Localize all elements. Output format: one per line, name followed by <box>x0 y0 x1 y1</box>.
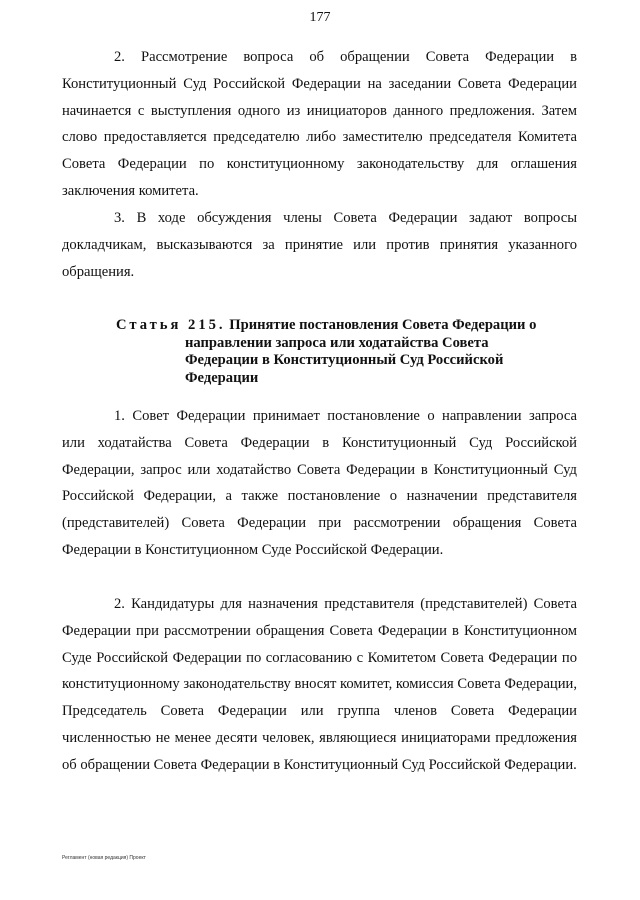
paragraph: 1. Совет Федерации принимает постановление о направлении запроса или ходатайства Совета Федерации в Конституционный Суд Российской Федерации, запрос или ходатайство Совета Федерации в Конституционный Суд Российской Федерации, а также постановление о назначении представителя (представителей) Совета Федерации при рассмотрении обращения Совета Федерации в Конституционном Суде Российской Федерации. <box>62 408 577 558</box>
article-label: Статья 215. <box>116 317 226 333</box>
article-title-line: Принятие постановления Совета Федерации о <box>229 317 537 333</box>
article-title-line: Федерации в Конституционный Суд Российской <box>185 352 504 368</box>
article-heading-first-line <box>116 317 556 335</box>
footer-note: Регламент (новая редакция) Проект <box>62 855 146 861</box>
article-heading <box>116 317 556 387</box>
article-title-line: Федерации <box>185 369 259 386</box>
page-number: 177 <box>309 10 331 25</box>
paragraph: 3. В ходе обсуждения члены Совета Федерации задают вопросы докладчикам, высказываются за принятие или против принятия указанного обращения. <box>62 210 577 280</box>
article-title-line: направлении запроса или ходатайства Совета <box>185 334 489 351</box>
paragraph: 2. Кандидатуры для назначения представителя (представителей) Совета Федерации при рассмотрении обращения Совета Федерации в Конституционном Суде Российской Федерации по согласованию с Комитетом Совета Федерации по конституционному законодательству вносят комитет, комиссия Совета Федерации, Председатель Совета Федерации или группа членов Совета Федерации численностью не менее десяти человек, являющиеся инициаторами предложения об обращении Совета Федерации в Конституционный Суд Российской Федерации. <box>62 596 577 773</box>
paragraph: 2. Рассмотрение вопроса об обращении Совета Федерации в Конституционный Суд Российской Федерации на заседании Совета Федерации начинается с выступления одного из инициаторов данного предложения. Затем слово предоставляется председателю либо заместителю председателя Комитета Совета Федерации по конституционному законодательству для оглашения заключения комитета. <box>62 49 577 199</box>
